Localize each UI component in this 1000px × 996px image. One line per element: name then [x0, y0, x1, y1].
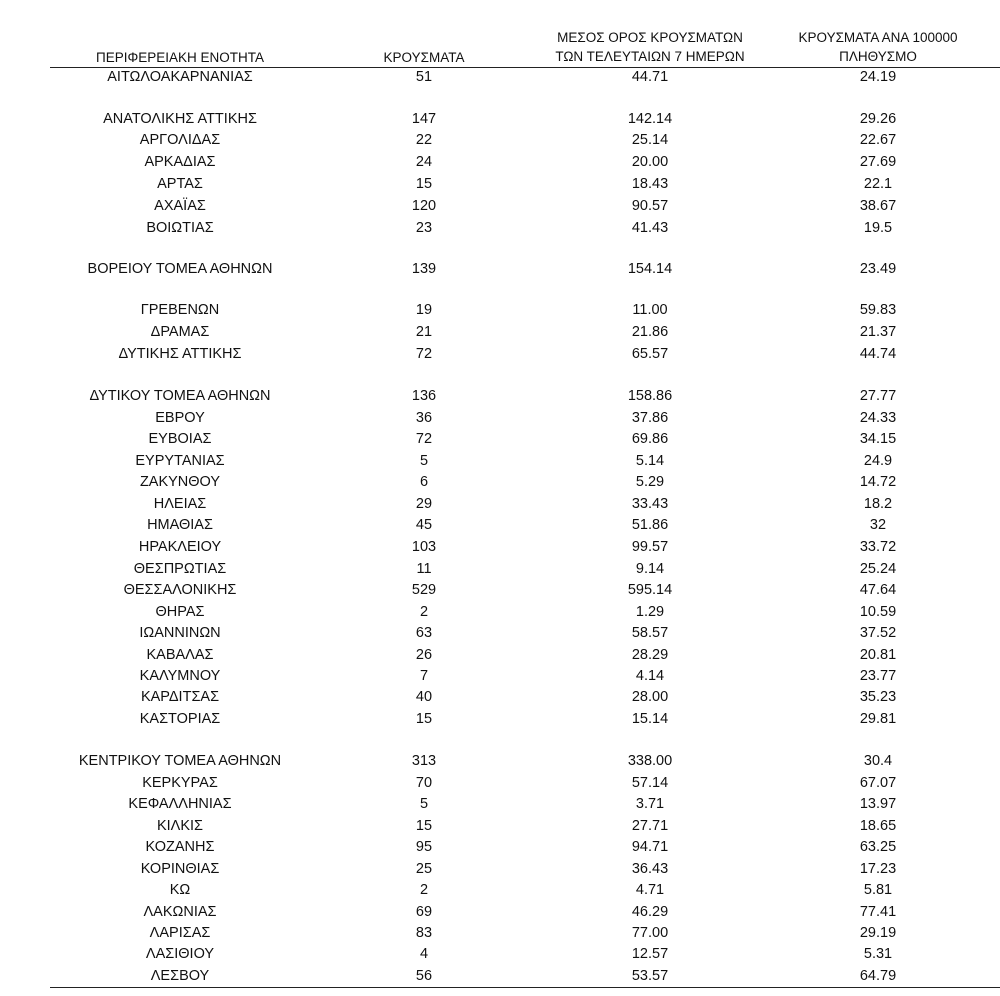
table-row	[0, 687, 1000, 708]
table-row	[0, 902, 1000, 923]
cell-cases: 11	[416, 561, 432, 577]
cell-avg7: 9.14	[635, 561, 665, 577]
table-row	[0, 259, 1000, 280]
table-row	[0, 666, 1000, 687]
cell-region: ΛΑΣΙΘΙΟΥ	[145, 946, 215, 962]
cell-cases: 7	[419, 668, 429, 684]
cell-per100k: 30.4	[863, 753, 893, 769]
cell-cases: 51	[415, 69, 433, 85]
cell-region: ΗΜΑΘΙΑΣ	[147, 517, 213, 533]
cell-avg7: 57.14	[631, 775, 669, 791]
cell-region: ΙΩΑΝΝΙΝΩΝ	[139, 625, 221, 641]
cell-region: ΑΝΑΤΟΛΙΚΗΣ ΑΤΤΙΚΗΣ	[103, 111, 257, 127]
table-row	[0, 386, 1000, 407]
cell-cases: 6	[419, 474, 429, 490]
cell-region: ΓΡΕΒΕΝΩΝ	[140, 302, 220, 318]
cell-region: ΛΕΣΒΟΥ	[150, 968, 210, 984]
cell-per100k: 14.72	[859, 474, 897, 490]
table-row	[0, 67, 1000, 88]
cell-cases: 15	[415, 176, 433, 192]
cell-per100k: 77.41	[859, 904, 897, 920]
table-row	[0, 109, 1000, 130]
cell-avg7: 94.71	[631, 839, 669, 855]
cell-avg7: 77.00	[631, 925, 669, 941]
table-row	[0, 923, 1000, 944]
cell-per100k: 22.67	[859, 132, 897, 148]
cell-avg7: 44.71	[631, 69, 669, 85]
cell-cases: 15	[415, 711, 433, 727]
cell-per100k: 47.64	[859, 582, 897, 598]
cell-cases: 36	[415, 410, 433, 426]
cell-per100k: 27.69	[859, 154, 897, 170]
cell-region: ΕΥΡΥΤΑΝΙΑΣ	[135, 453, 225, 469]
cell-avg7: 28.00	[631, 689, 669, 705]
cell-per100k: 35.23	[859, 689, 897, 705]
table-row	[0, 218, 1000, 239]
cell-avg7: 27.71	[631, 818, 669, 834]
cell-avg7: 41.43	[631, 220, 669, 236]
table-row	[0, 537, 1000, 558]
cell-region: ΚΕΝΤΡΙΚΟΥ ΤΟΜΕΑ ΑΘΗΝΩΝ	[78, 753, 282, 769]
cell-avg7: 142.14	[627, 111, 673, 127]
cell-avg7: 33.43	[631, 496, 669, 512]
cell-per100k: 18.65	[859, 818, 897, 834]
table-row	[0, 451, 1000, 472]
cell-per100k: 22.1	[863, 176, 893, 192]
cell-avg7: 5.29	[635, 474, 665, 490]
cell-avg7: 99.57	[631, 539, 669, 555]
cell-avg7: 28.29	[631, 647, 669, 663]
cell-per100k: 19.5	[863, 220, 893, 236]
cell-cases: 95	[415, 839, 433, 855]
cell-avg7: 36.43	[631, 861, 669, 877]
cell-cases: 72	[415, 346, 433, 362]
cell-region: ΛΑΡΙΣΑΣ	[149, 925, 211, 941]
cell-cases: 103	[411, 539, 437, 555]
cell-region: ΛΑΚΩΝΙΑΣ	[143, 904, 217, 920]
cell-region: ΒΟΙΩΤΙΑΣ	[146, 220, 214, 236]
cell-per100k: 33.72	[859, 539, 897, 555]
table-row	[0, 645, 1000, 666]
table-row	[0, 944, 1000, 965]
cell-avg7: 5.14	[635, 453, 665, 469]
cell-region: ΚΟΡΙΝΘΙΑΣ	[140, 861, 220, 877]
cell-cases: 5	[419, 796, 429, 812]
cell-region: ΕΒΡΟΥ	[155, 410, 205, 426]
cell-per100k: 29.19	[859, 925, 897, 941]
table-row	[0, 408, 1000, 429]
header-avg7-line2: ΤΩΝ ΤΕΛΕΥΤΑΙΩΝ 7 ΗΜΕΡΩΝ	[555, 49, 745, 64]
cell-avg7: 90.57	[631, 198, 669, 214]
cell-avg7: 51.86	[631, 517, 669, 533]
table-row	[0, 580, 1000, 601]
cell-per100k: 29.26	[859, 111, 897, 127]
cell-region: ΚΟΖΑΝΗΣ	[145, 839, 215, 855]
table-row	[0, 816, 1000, 837]
cell-per100k: 37.52	[859, 625, 897, 641]
cell-avg7: 20.00	[631, 154, 669, 170]
cell-region: ΑΡΤΑΣ	[157, 176, 203, 192]
header-per100k	[758, 28, 998, 66]
cell-per100k: 38.67	[859, 198, 897, 214]
cell-per100k: 13.97	[859, 796, 897, 812]
table-row	[0, 859, 1000, 880]
table-row	[0, 152, 1000, 173]
table-row	[0, 515, 1000, 536]
table-row	[0, 300, 1000, 321]
table-row	[0, 344, 1000, 365]
cell-per100k: 34.15	[859, 431, 897, 447]
table-row	[0, 559, 1000, 580]
table-row	[0, 322, 1000, 343]
cell-cases: 2	[419, 882, 429, 898]
cell-region: ΚΑΒΑΛΑΣ	[146, 647, 214, 663]
cell-cases: 529	[411, 582, 437, 598]
cell-region: ΚΑΡΔΙΤΣΑΣ	[140, 689, 220, 705]
table-row	[0, 623, 1000, 644]
cell-cases: 15	[415, 818, 433, 834]
cell-per100k: 25.24	[859, 561, 897, 577]
cell-region: ΖΑΚΥΝΘΟΥ	[139, 474, 221, 490]
cell-cases: 120	[411, 198, 437, 214]
cell-per100k: 44.74	[859, 346, 897, 362]
cell-avg7: 3.71	[635, 796, 665, 812]
cell-cases: 136	[411, 388, 437, 404]
cell-avg7: 58.57	[631, 625, 669, 641]
cell-avg7: 69.86	[631, 431, 669, 447]
header-region	[60, 48, 300, 67]
header-per100k-line1: ΚΡΟΥΣΜΑΤΑ ΑΝΑ 100000	[798, 30, 958, 45]
header-per100k-line2: ΠΛΗΘΥΣΜΟ	[839, 49, 917, 64]
cell-avg7: 154.14	[627, 261, 673, 277]
cell-cases: 83	[415, 925, 433, 941]
cell-avg7: 37.86	[631, 410, 669, 426]
cell-per100k: 24.9	[863, 453, 893, 469]
cell-region: ΔΡΑΜΑΣ	[150, 324, 210, 340]
table-row	[0, 709, 1000, 730]
cell-region: ΘΕΣΠΡΩΤΙΑΣ	[133, 561, 227, 577]
cell-per100k: 5.31	[863, 946, 893, 962]
cell-cases: 24	[415, 154, 433, 170]
cell-cases: 21	[415, 324, 433, 340]
header-region-label: ΠΕΡΙΦΕΡΕΙΑΚΗ ΕΝΟΤΗΤΑ	[95, 50, 265, 65]
cell-avg7: 46.29	[631, 904, 669, 920]
cell-per100k: 21.37	[859, 324, 897, 340]
header-cases-label: ΚΡΟΥΣΜΑΤΑ	[383, 50, 465, 65]
cell-cases: 69	[415, 904, 433, 920]
header-avg7	[530, 28, 770, 66]
cell-avg7: 25.14	[631, 132, 669, 148]
cell-cases: 29	[415, 496, 433, 512]
cell-per100k: 64.79	[859, 968, 897, 984]
cell-cases: 72	[415, 431, 433, 447]
header-avg7-line1: ΜΕΣΟΣ ΟΡΟΣ ΚΡΟΥΣΜΑΤΩΝ	[557, 30, 743, 45]
cell-region: ΑΙΤΩΛΟΑΚΑΡΝΑΝΙΑΣ	[107, 69, 253, 85]
cell-per100k: 18.2	[863, 496, 893, 512]
cell-cases: 19	[415, 302, 433, 318]
cell-avg7: 1.29	[635, 604, 665, 620]
cell-avg7: 21.86	[631, 324, 669, 340]
table-row	[0, 130, 1000, 151]
cell-region: ΔΥΤΙΚΗΣ ΑΤΤΙΚΗΣ	[118, 346, 242, 362]
table-row	[0, 472, 1000, 493]
table-row	[0, 196, 1000, 217]
cell-per100k: 5.81	[863, 882, 893, 898]
cell-region: ΔΥΤΙΚΟΥ ΤΟΜΕΑ ΑΘΗΝΩΝ	[89, 388, 271, 404]
cell-per100k: 17.23	[859, 861, 897, 877]
table-row	[0, 494, 1000, 515]
table-row	[0, 773, 1000, 794]
cell-cases: 26	[415, 647, 433, 663]
cell-region: ΚΩ	[169, 882, 191, 898]
cell-per100k: 23.49	[859, 261, 897, 277]
table-row	[0, 429, 1000, 450]
cell-cases: 25	[415, 861, 433, 877]
cell-cases: 2	[419, 604, 429, 620]
cell-per100k: 27.77	[859, 388, 897, 404]
cell-region: ΘΕΣΣΑΛΟΝΙΚΗΣ	[123, 582, 237, 598]
cell-region: ΑΧΑΪΑΣ	[154, 198, 206, 214]
cell-region: ΕΥΒΟΙΑΣ	[148, 431, 212, 447]
cell-per100k: 29.81	[859, 711, 897, 727]
cell-per100k: 63.25	[859, 839, 897, 855]
cell-cases: 23	[415, 220, 433, 236]
header-cases	[364, 48, 484, 67]
cell-avg7: 12.57	[631, 946, 669, 962]
table-row	[0, 602, 1000, 623]
cell-cases: 4	[419, 946, 429, 962]
table-row	[0, 751, 1000, 772]
cell-region: ΗΡΑΚΛΕΙΟΥ	[138, 539, 222, 555]
cell-per100k: 32	[869, 517, 887, 533]
cell-region: ΚΕΡΚΥΡΑΣ	[142, 775, 218, 791]
cell-per100k: 10.59	[859, 604, 897, 620]
cell-cases: 45	[415, 517, 433, 533]
cell-region: ΑΡΓΟΛΙΔΑΣ	[139, 132, 221, 148]
cell-region: ΗΛΕΙΑΣ	[153, 496, 207, 512]
cell-cases: 313	[411, 753, 437, 769]
cell-avg7: 15.14	[631, 711, 669, 727]
cell-region: ΚΑΛΥΜΝΟΥ	[139, 668, 221, 684]
cell-region: ΚΙΛΚΙΣ	[156, 818, 204, 834]
cell-avg7: 11.00	[632, 302, 668, 318]
cell-avg7: 595.14	[627, 582, 673, 598]
cell-region: ΑΡΚΑΔΙΑΣ	[144, 154, 216, 170]
cell-avg7: 338.00	[627, 753, 673, 769]
table-row	[0, 794, 1000, 815]
cell-region: ΚΕΦΑΛΛΗΝΙΑΣ	[128, 796, 232, 812]
cell-avg7: 4.71	[635, 882, 665, 898]
table-row	[0, 837, 1000, 858]
table-row	[0, 174, 1000, 195]
cell-region: ΚΑΣΤΟΡΙΑΣ	[139, 711, 221, 727]
cell-per100k: 23.77	[859, 668, 897, 684]
cell-cases: 22	[415, 132, 433, 148]
cell-cases: 70	[415, 775, 433, 791]
cell-avg7: 4.14	[635, 668, 665, 684]
cell-per100k: 24.19	[859, 69, 897, 85]
cell-cases: 56	[415, 968, 433, 984]
cell-region: ΒΟΡΕΙΟΥ ΤΟΜΕΑ ΑΘΗΝΩΝ	[87, 261, 273, 277]
cell-cases: 63	[415, 625, 433, 641]
cell-per100k: 67.07	[859, 775, 897, 791]
table-row	[0, 880, 1000, 901]
cell-per100k: 24.33	[859, 410, 897, 426]
cell-cases: 5	[419, 453, 429, 469]
cell-per100k: 59.83	[859, 302, 897, 318]
cell-region: ΘΗΡΑΣ	[155, 604, 205, 620]
cell-cases: 40	[415, 689, 433, 705]
bottom-rule	[50, 987, 1000, 988]
cell-cases: 139	[411, 261, 437, 277]
cell-avg7: 53.57	[631, 968, 669, 984]
cell-avg7: 158.86	[627, 388, 673, 404]
table-row	[0, 966, 1000, 987]
cell-avg7: 65.57	[631, 346, 669, 362]
cell-avg7: 18.43	[631, 176, 669, 192]
cell-per100k: 20.81	[859, 647, 897, 663]
cell-cases: 147	[411, 111, 437, 127]
